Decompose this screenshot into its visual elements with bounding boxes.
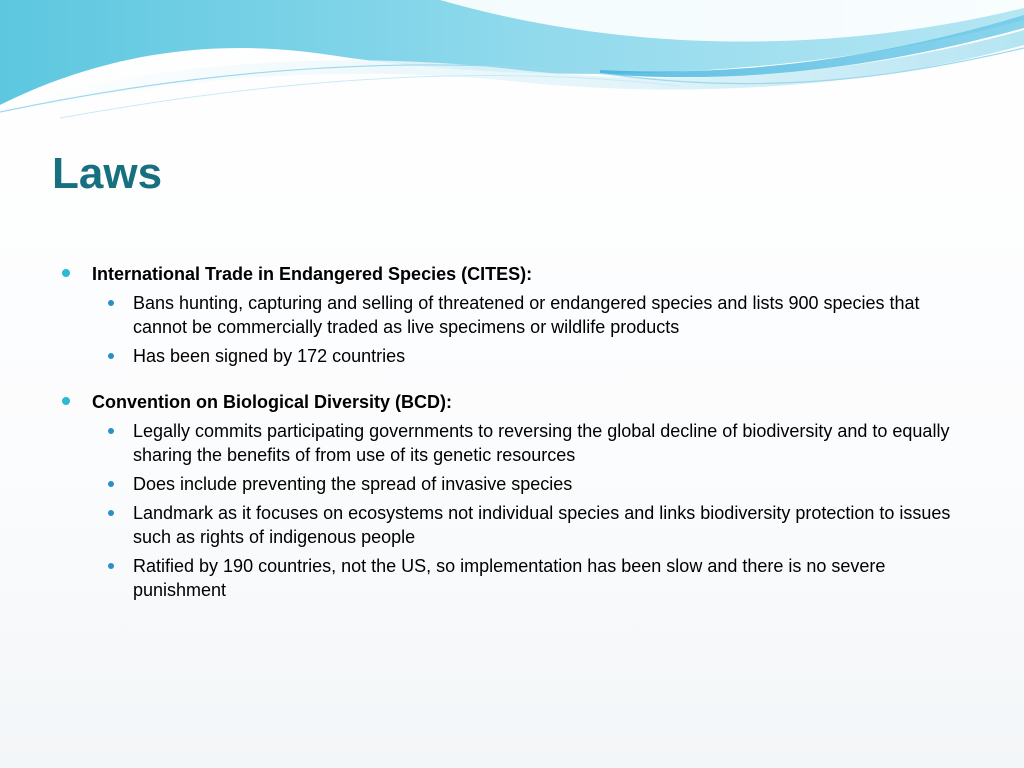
bullet-dot-icon <box>108 563 114 569</box>
section-heading <box>60 390 980 414</box>
list-item <box>60 419 980 467</box>
section-heading-text: International Trade in Endangered Species (CITES): <box>92 264 533 284</box>
list-item <box>60 344 980 368</box>
list-item-text: Does include preventing the spread of invasive species <box>133 474 573 494</box>
list-item <box>60 472 980 496</box>
list-item-text: Legally commits participating governments to reversing the global decline of biodiversity and to equally sharing the benefits of from use of its genetic resources <box>133 421 950 465</box>
list-item <box>60 554 980 602</box>
section-bcd <box>60 390 980 602</box>
bullet-dot-icon <box>108 300 114 306</box>
bullet-dot-icon <box>62 269 70 277</box>
bullet-dot-icon <box>108 353 114 359</box>
decorative-wave-banner <box>0 0 1024 130</box>
slide-title: Laws <box>52 149 163 198</box>
bullet-dot-icon <box>108 510 114 516</box>
list-item-text: Landmark as it focuses on ecosystems not individual species and links biodiversity protection to issues such as rights of indigenous people <box>133 503 951 547</box>
bullet-dot-icon <box>108 481 114 487</box>
bullet-dot-icon <box>62 397 70 405</box>
bullet-dot-icon <box>108 428 114 434</box>
section-heading-text: Convention on Biological Diversity (BCD): <box>92 392 453 412</box>
list-item <box>60 291 980 339</box>
list-item-text: Ratified by 190 countries, not the US, so implementation has been slow and there is no severe punishment <box>133 556 886 600</box>
list-item-text: Bans hunting, capturing and selling of threatened or endangered species and lists 900 species that cannot be commercially traded as live specimens or wildlife products <box>133 293 920 337</box>
section-cites <box>60 262 980 368</box>
bullet-content <box>60 262 980 624</box>
list-item <box>60 501 980 549</box>
section-heading <box>60 262 980 286</box>
list-item-text: Has been signed by 172 countries <box>133 346 406 366</box>
